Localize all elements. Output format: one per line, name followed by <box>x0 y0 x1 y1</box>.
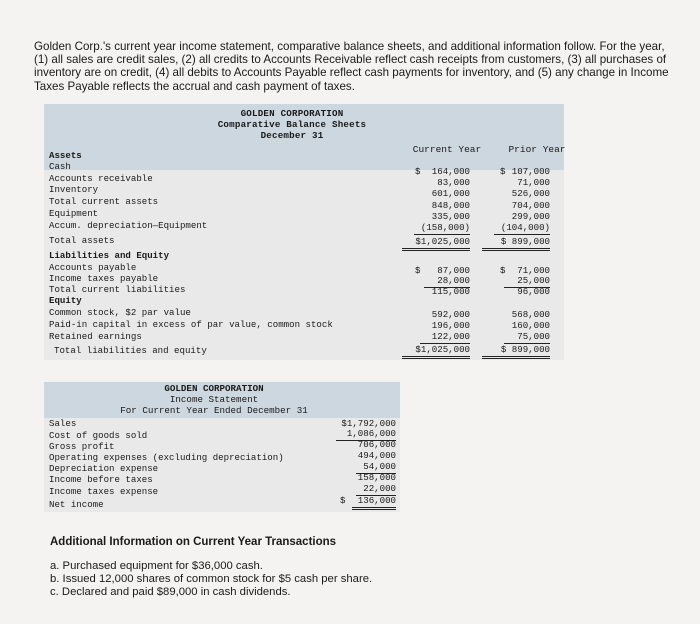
value-sales: $1,792,000 <box>341 418 396 429</box>
label-liabilities-and-equity: Liabilities and Equity <box>49 250 170 261</box>
value-accum-current: (158,000) <box>414 222 470 235</box>
is-period: For Current Year Ended December 31 <box>120 404 308 416</box>
is-company-name: GOLDEN CORPORATION <box>164 383 264 394</box>
label-equipment: Equipment <box>49 208 99 219</box>
label-equity: Equity <box>49 295 82 306</box>
value-tcl-prior: 96,000 <box>517 286 550 297</box>
value-ar-current: 83,000 <box>437 177 470 188</box>
label-accum-depreciation: Accum. depreciation—Equipment <box>49 220 208 231</box>
label-accounts-payable: Accounts payable <box>49 262 137 273</box>
income-statement-table <box>44 382 400 512</box>
ap-dollar-sign-current: $ <box>415 265 421 276</box>
additional-item-b: b. Issued 12,000 shares of common stock for $5 cash per share. <box>50 573 373 586</box>
additional-item-a: a. Purchased equipment for $36,000 cash. <box>50 560 263 572</box>
label-inventory: Inventory <box>49 184 99 195</box>
value-operating-expenses: 494,000 <box>357 450 396 461</box>
label-assets: Assets <box>49 150 82 161</box>
ap-dollar-sign-prior: $ <box>500 265 506 276</box>
value-ap-current: 87,000 <box>437 265 470 276</box>
value-inventory-prior: 526,000 <box>511 188 550 199</box>
label-income-before-taxes: Income before taxes <box>49 474 153 485</box>
cash-dollar-sign-prior: $ <box>500 166 506 177</box>
label-net-income: Net income <box>49 499 104 510</box>
value-re-current: 122,000 <box>420 331 470 344</box>
value-equipment-prior: 299,000 <box>511 211 550 222</box>
statement-name: Comparative Balance Sheets <box>217 118 367 130</box>
label-income-taxes-expense: Income taxes expense <box>49 486 159 497</box>
label-total-current-liabilities: Total current liabilities <box>49 284 186 295</box>
value-ar-prior: 71,000 <box>517 177 550 188</box>
net-income-dollar-sign: $ <box>340 495 346 506</box>
statement-date: December 31 <box>260 129 324 141</box>
value-income-taxes-expense: 22,000 <box>356 483 396 496</box>
value-inventory-current: 601,000 <box>431 188 470 199</box>
value-equipment-current: 335,000 <box>431 211 470 222</box>
income-statement-title <box>104 384 324 416</box>
value-common-stock-current: 592,000 <box>431 309 470 320</box>
label-depreciation-expense: Depreciation expense <box>49 463 159 474</box>
value-cash-prior: 107,000 <box>511 166 550 177</box>
cash-dollar-sign-current: $ <box>415 166 421 177</box>
label-sales: Sales <box>49 418 77 429</box>
value-itp-prior: 25,000 <box>504 275 550 288</box>
value-depreciation-expense: 54,000 <box>356 461 396 474</box>
value-net-income: 136,000 <box>352 495 396 510</box>
value-re-prior: 75,000 <box>504 331 550 344</box>
label-cogs: Cost of goods sold <box>49 430 148 441</box>
label-total-assets: Total assets <box>49 235 115 246</box>
value-cash-current: 164,000 <box>431 166 470 177</box>
value-pic-current: 196,000 <box>431 320 470 331</box>
value-income-before-taxes: 158,000 <box>357 472 396 483</box>
balance-sheet-table <box>44 104 564 360</box>
value-tcl-current: 115,000 <box>431 286 470 297</box>
is-statement-name: Income Statement <box>169 393 259 405</box>
additional-info-list <box>50 560 372 600</box>
additional-item-c: c. Declared and paid $89,000 in cash dividends. <box>50 586 291 599</box>
label-retained-earnings: Retained earnings <box>49 331 142 342</box>
label-gross-profit: Gross profit <box>49 441 115 452</box>
value-itp-current: 28,000 <box>424 275 470 288</box>
label-total-liabilities-and-equity: Total liabilities and equity <box>54 345 207 356</box>
label-cash: Cash <box>49 161 71 172</box>
value-common-stock-prior: 568,000 <box>511 309 550 320</box>
value-accum-prior: (104,000) <box>494 222 550 235</box>
value-tle-prior: $ 899,000 <box>482 344 550 359</box>
value-gross-profit: 706,000 <box>357 439 396 450</box>
income-statement-header <box>44 382 400 418</box>
value-total-assets-current: $1,025,000 <box>402 236 470 251</box>
column-header-prior-year: Prior Year <box>508 144 566 155</box>
additional-info-heading: Additional Information on Current Year Transactions <box>50 536 337 548</box>
value-tle-current: $1,025,000 <box>402 344 470 359</box>
value-ap-prior: 71,000 <box>517 265 550 276</box>
value-pic-prior: 160,000 <box>511 320 550 331</box>
label-common-stock: Common stock, $2 par value <box>49 307 191 318</box>
balance-sheet-title <box>202 109 382 141</box>
value-total-assets-prior: $ 899,000 <box>482 236 550 251</box>
company-name: GOLDEN CORPORATION <box>240 108 344 119</box>
label-income-taxes-payable: Income taxes payable <box>49 273 159 284</box>
problem-intro: Golden Corp.'s current year income statement, comparative balance sheets, and additional information follow. For the year, (1) all sales are credit sales, (2) all credits to Accounts Receivable reflect cash receipts from customers, (3) all purchases of inventory are on credit, (4) all debits to Accounts Payable reflect cash payments for inventory, and (5) any change in Income Taxes Payable reflects the accrual and cash payment of taxes. <box>34 40 669 93</box>
column-header-current-year: Current Year <box>412 144 482 155</box>
label-paid-in-capital: Paid-in capital in excess of par value, common stock <box>49 319 333 330</box>
value-tca-current: 848,000 <box>431 200 470 211</box>
label-total-current-assets: Total current assets <box>49 196 159 207</box>
value-cogs: 1,086,000 <box>336 428 396 441</box>
value-tca-prior: 704,000 <box>511 200 550 211</box>
label-operating-expenses: Operating expenses (excluding depreciation) <box>49 452 284 463</box>
balance-sheet-header <box>44 104 564 170</box>
label-accounts-receivable: Accounts receivable <box>49 173 153 184</box>
